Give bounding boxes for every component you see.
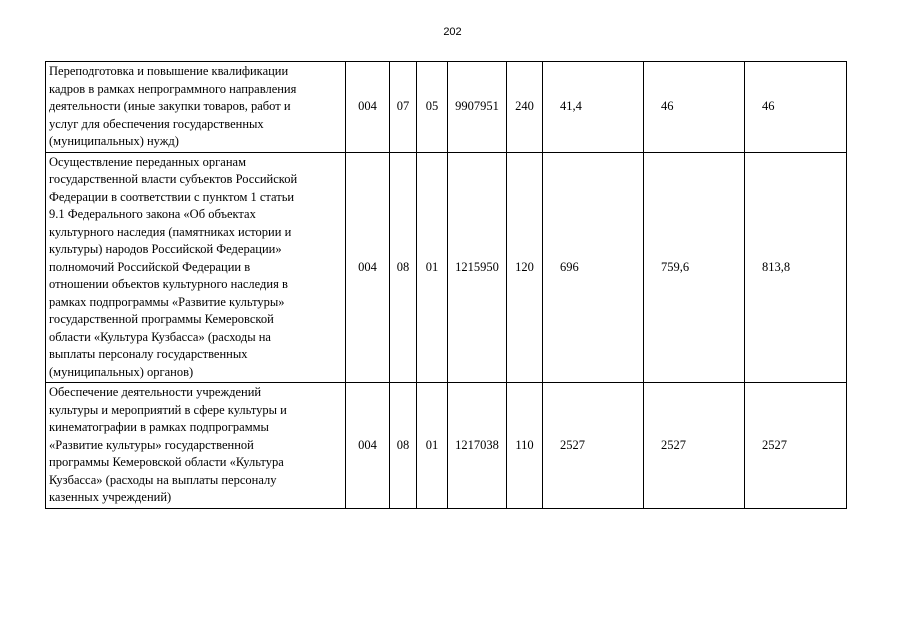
amount-year-2: 46 [644,62,745,153]
row-description: Обеспечение деятельности учреждений культуры и мероприятий в сфере культуры и кинематографии в рамках подпрограммы «Развитие культуры» государственной программы Кемеровской области «Культура Кузбасса» (расходы на выплаты персоналу казенных учреждений) [46,383,346,509]
amount-year-3: 813,8 [745,152,847,383]
table-row [46,152,847,383]
ved-code: 004 [346,152,390,383]
subsection-code: 01 [417,383,448,509]
section-code: 08 [390,152,417,383]
subsection-code: 01 [417,152,448,383]
subsection-code: 05 [417,62,448,153]
amount-year-3: 46 [745,62,847,153]
ved-code: 004 [346,383,390,509]
expense-type-code: 110 [507,383,543,509]
expense-type-code: 120 [507,152,543,383]
section-code: 07 [390,62,417,153]
table-row [46,62,847,153]
budget-table [45,61,847,509]
row-description: Осуществление переданных органам государственной власти субъектов Российской Федерации в соответствии с пунктом 1 статьи 9.1 Федерального закона «Об объектах культурного наследия (памятниках истории и культуры) народов Российской Федерации» полномочий Российской Федерации в отношении объектов культурного наследия в рамках подпрограммы «Развитие культуры» государственной программы Кемеровской области «Культура Кузбасса» (расходы на выплаты персоналу государственных (муниципальных) органов) [46,152,346,383]
target-article-code: 1215950 [448,152,507,383]
page-number: 202 [443,26,462,38]
table-row [46,383,847,509]
amount-year-2: 2527 [644,383,745,509]
amount-year-1: 41,4 [543,62,644,153]
target-article-code: 1217038 [448,383,507,509]
amount-year-1: 2527 [543,383,644,509]
target-article-code: 9907951 [448,62,507,153]
ved-code: 004 [346,62,390,153]
section-code: 08 [390,383,417,509]
row-description: Переподготовка и повышение квалификации кадров в рамках непрограммного направления деятельности (иные закупки товаров, работ и услуг для обеспечения государственных (муниципальных) нужд) [46,62,346,153]
amount-year-2: 759,6 [644,152,745,383]
expense-type-code: 240 [507,62,543,153]
amount-year-1: 696 [543,152,644,383]
amount-year-3: 2527 [745,383,847,509]
